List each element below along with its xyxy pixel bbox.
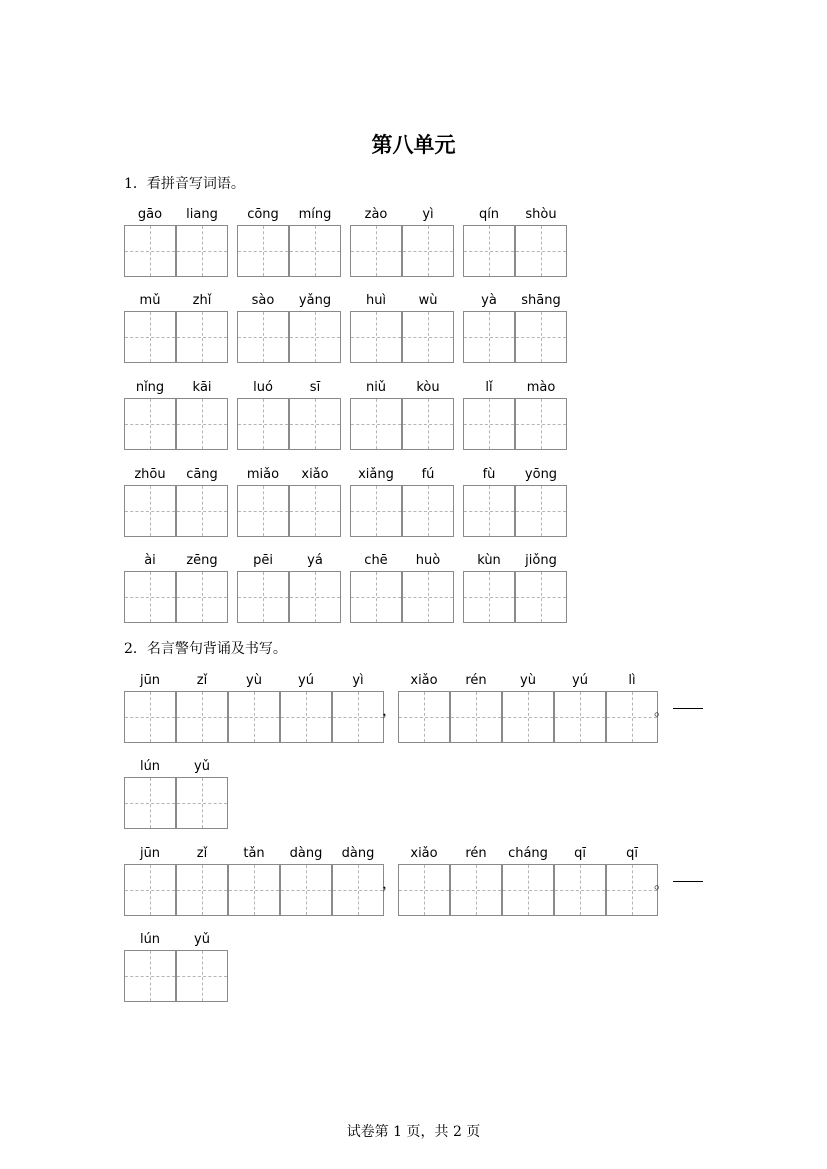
tianzige-cell[interactable]	[124, 950, 176, 1002]
tianzige-cell[interactable]	[350, 225, 402, 277]
pinyin-label: xiǎng	[358, 467, 394, 482]
tianzige-cell[interactable]	[515, 571, 567, 623]
pinyin-label: luó	[253, 380, 273, 395]
pinyin-label: míng	[298, 207, 332, 222]
pinyin-label: yì	[422, 207, 434, 222]
pinyin-label: yú	[572, 673, 588, 688]
tianzige-cell[interactable]	[515, 485, 567, 537]
pinyin-label: gāo	[137, 207, 163, 222]
tianzige-cell[interactable]	[280, 691, 332, 743]
tianzige-cell[interactable]	[402, 311, 454, 363]
period-mark: 。	[654, 701, 670, 719]
comma-mark: ，	[382, 874, 398, 892]
pinyin-label: qī	[626, 846, 638, 861]
tianzige-cell[interactable]	[502, 864, 554, 916]
pinyin-label: zǐ	[196, 846, 208, 861]
tianzige-cell[interactable]	[176, 311, 228, 363]
tianzige-cell[interactable]	[237, 485, 289, 537]
pinyin-label: rén	[465, 673, 487, 688]
pinyin-label: xiǎo	[301, 467, 329, 482]
attribution-dash	[673, 881, 703, 882]
tianzige-cell[interactable]	[176, 225, 228, 277]
tianzige-cell[interactable]	[289, 311, 341, 363]
pinyin-label: yá	[307, 553, 323, 568]
pinyin-label: miǎo	[246, 467, 280, 482]
tianzige-cell[interactable]	[124, 311, 176, 363]
tianzige-cell[interactable]	[398, 864, 450, 916]
tianzige-cell[interactable]	[124, 485, 176, 537]
pinyin-label: jiǒng	[525, 553, 557, 568]
pinyin-label: shāng	[521, 293, 561, 308]
pinyin-label: dàng	[289, 846, 323, 861]
tianzige-cell[interactable]	[124, 864, 176, 916]
pinyin-label: sī	[309, 380, 321, 395]
pinyin-label: cōng	[247, 207, 279, 222]
pinyin-label: niǔ	[365, 380, 387, 395]
pinyin-label: lì	[628, 673, 636, 688]
pinyin-label: zào	[364, 207, 388, 222]
tianzige-cell[interactable]	[350, 571, 402, 623]
pinyin-label: ài	[144, 553, 156, 568]
pinyin-label: kòu	[416, 380, 440, 395]
tianzige-cell[interactable]	[332, 691, 384, 743]
pinyin-label: yù	[246, 673, 262, 688]
pinyin-label: lún	[139, 759, 161, 774]
tianzige-cell[interactable]	[332, 864, 384, 916]
pinyin-label: dàng	[341, 846, 375, 861]
question-1-prompt: 1．看拼音写词语。	[124, 176, 245, 192]
tianzige-cell[interactable]	[463, 398, 515, 450]
tianzige-cell[interactable]	[606, 864, 658, 916]
tianzige-cell[interactable]	[502, 691, 554, 743]
pinyin-label: sào	[251, 293, 275, 308]
tianzige-cell[interactable]	[176, 398, 228, 450]
tianzige-cell[interactable]	[463, 485, 515, 537]
tianzige-cell[interactable]	[176, 485, 228, 537]
tianzige-cell[interactable]	[237, 311, 289, 363]
pinyin-label: zhōu	[134, 467, 166, 482]
pinyin-label: cāng	[186, 467, 218, 482]
pinyin-label: yǔ	[194, 759, 210, 774]
pinyin-label: yǔ	[194, 932, 210, 947]
tianzige-cell[interactable]	[606, 691, 658, 743]
pinyin-label: yōng	[524, 467, 558, 482]
tianzige-cell[interactable]	[402, 485, 454, 537]
pinyin-label: lún	[139, 932, 161, 947]
tianzige-cell[interactable]	[515, 311, 567, 363]
tianzige-cell[interactable]	[228, 864, 280, 916]
tianzige-cell[interactable]	[402, 398, 454, 450]
tianzige-cell[interactable]	[237, 398, 289, 450]
pinyin-label: lǐ	[485, 380, 493, 395]
tianzige-cell[interactable]	[237, 225, 289, 277]
pinyin-label: mǔ	[139, 293, 161, 308]
pinyin-label: zhǐ	[192, 293, 212, 308]
pinyin-label: jūn	[139, 673, 161, 688]
tianzige-cell[interactable]	[124, 398, 176, 450]
tianzige-cell[interactable]	[350, 398, 402, 450]
comma-mark: ，	[382, 701, 398, 719]
pinyin-label: yà	[481, 293, 497, 308]
pinyin-label: liang	[186, 207, 218, 222]
page-title: 第八单元	[371, 133, 456, 157]
pinyin-label: qī	[574, 846, 586, 861]
tianzige-cell[interactable]	[289, 571, 341, 623]
pinyin-label: huì	[365, 293, 387, 308]
pinyin-label: pēi	[253, 553, 273, 568]
tianzige-cell[interactable]	[463, 571, 515, 623]
pinyin-label: chē	[364, 553, 388, 568]
tianzige-cell[interactable]	[280, 864, 332, 916]
question-2-prompt: 2．名言警句背诵及书写。	[124, 641, 287, 657]
tianzige-cell[interactable]	[176, 864, 228, 916]
tianzige-cell[interactable]	[124, 777, 176, 829]
pinyin-label: mào	[526, 380, 556, 395]
pinyin-label: wù	[418, 293, 438, 308]
tianzige-cell[interactable]	[228, 691, 280, 743]
period-mark: 。	[654, 874, 670, 892]
pinyin-label: rén	[465, 846, 487, 861]
pinyin-label: fú	[421, 467, 435, 482]
pinyin-label: xiǎo	[410, 673, 438, 688]
tianzige-cell[interactable]	[554, 864, 606, 916]
pinyin-label: qín	[478, 207, 500, 222]
pinyin-label: kāi	[192, 380, 212, 395]
tianzige-cell[interactable]	[463, 225, 515, 277]
pinyin-label: kùn	[477, 553, 501, 568]
tianzige-cell[interactable]	[289, 398, 341, 450]
page-footer: 试卷第 1 页，共 2 页	[346, 1124, 481, 1140]
pinyin-label: cháng	[508, 846, 548, 861]
pinyin-label: yù	[520, 673, 536, 688]
tianzige-cell[interactable]	[176, 950, 228, 1002]
pinyin-label: tǎn	[243, 846, 265, 861]
pinyin-label: xiǎo	[410, 846, 438, 861]
pinyin-label: yú	[298, 673, 314, 688]
pinyin-label: huò	[415, 553, 441, 568]
pinyin-label: zǐ	[196, 673, 208, 688]
pinyin-label: yǎng	[298, 293, 332, 308]
pinyin-label: nǐng	[135, 380, 165, 395]
pinyin-label: zēng	[186, 553, 218, 568]
tianzige-cell[interactable]	[176, 777, 228, 829]
pinyin-label: yì	[352, 673, 364, 688]
tianzige-cell[interactable]	[289, 485, 341, 537]
tianzige-cell[interactable]	[124, 571, 176, 623]
tianzige-cell[interactable]	[463, 311, 515, 363]
tianzige-cell[interactable]	[450, 864, 502, 916]
tianzige-cell[interactable]	[237, 571, 289, 623]
pinyin-label: fù	[482, 467, 496, 482]
tianzige-cell[interactable]	[350, 311, 402, 363]
pinyin-label: jūn	[139, 846, 161, 861]
attribution-dash	[673, 708, 703, 709]
tianzige-cell[interactable]	[450, 691, 502, 743]
tianzige-cell[interactable]	[176, 691, 228, 743]
tianzige-cell[interactable]	[554, 691, 606, 743]
tianzige-cell[interactable]	[515, 398, 567, 450]
tianzige-cell[interactable]	[398, 691, 450, 743]
tianzige-cell[interactable]	[176, 571, 228, 623]
tianzige-cell[interactable]	[350, 485, 402, 537]
tianzige-cell[interactable]	[402, 571, 454, 623]
tianzige-cell[interactable]	[289, 225, 341, 277]
tianzige-cell[interactable]	[124, 691, 176, 743]
tianzige-cell[interactable]	[515, 225, 567, 277]
tianzige-cell[interactable]	[402, 225, 454, 277]
tianzige-cell[interactable]	[124, 225, 176, 277]
pinyin-label: shòu	[525, 207, 557, 222]
